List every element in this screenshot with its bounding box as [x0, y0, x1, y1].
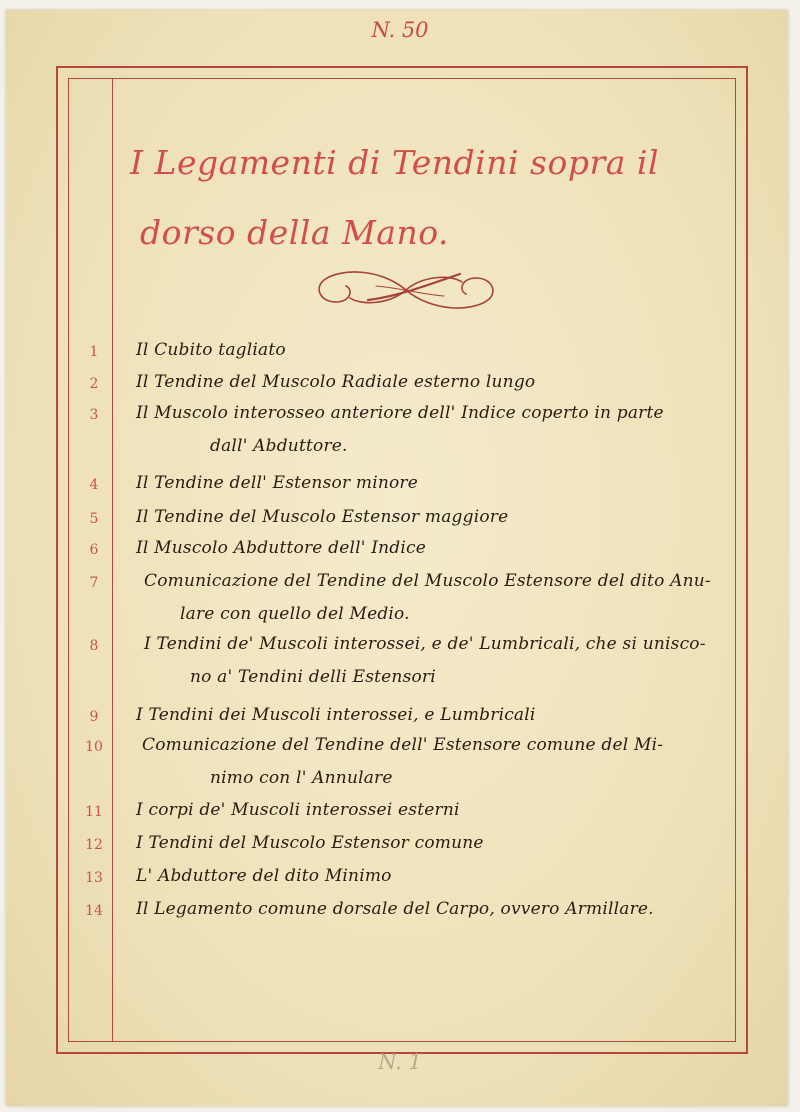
legend-text-continuation: dall' Abduttore.: [210, 436, 348, 456]
page-title: [130, 128, 710, 268]
legend-text: Il Tendine dell' Estensor minore: [136, 473, 419, 493]
legend-text: I Tendini de' Muscoli interossei, e de' Lumbricali, che si unisco-: [144, 634, 706, 654]
legend-text: Il Cubito tagliato: [136, 340, 286, 360]
legend-number: 10: [85, 739, 103, 755]
legend-text-continuation: no a' Tendini delli Estensori: [190, 667, 436, 687]
legend-number: 8: [89, 638, 99, 654]
legend-number: 3: [89, 407, 99, 423]
legend-text: Il Legamento comune dorsale del Carpo, ovvero Armillare.: [136, 899, 654, 919]
margin-rule: [112, 78, 113, 1042]
legend-number: 14: [85, 903, 103, 919]
legend-number: 5: [89, 511, 99, 527]
folio-number-top: N. 50: [371, 18, 429, 42]
legend-number: 12: [85, 837, 103, 853]
legend-number: 6: [89, 542, 99, 558]
legend-number: 1: [89, 344, 99, 360]
legend-text: I Tendini del Muscolo Estensor comune: [136, 833, 484, 853]
flourish-ornament: [310, 266, 502, 314]
folio-number-bottom: N. 1: [378, 1050, 422, 1074]
legend-text-continuation: nimo con l' Annulare: [210, 768, 393, 788]
legend-text: Il Tendine del Muscolo Radiale esterno lungo: [136, 372, 536, 392]
legend-text-continuation: lare con quello del Medio.: [180, 604, 410, 624]
legend-text: Il Muscolo interosseo anteriore dell' Indice coperto in parte: [136, 403, 664, 423]
legend-text: L' Abduttore del dito Minimo: [136, 866, 392, 886]
legend-text: Comunicazione del Tendine dell' Estensore comune del Mi-: [142, 735, 664, 755]
title-line-1: I Legamenti di Tendini sopra il: [130, 143, 659, 182]
legend-text: I corpi de' Muscoli interossei esterni: [136, 800, 460, 820]
legend-number: 13: [85, 870, 103, 886]
legend-number: 2: [89, 376, 99, 392]
legend-number: 4: [89, 477, 99, 493]
legend-number: 7: [89, 575, 99, 591]
legend-text: Il Tendine del Muscolo Estensor maggiore: [136, 507, 509, 527]
legend-text: I Tendini dei Muscoli interossei, e Lumbricali: [136, 705, 536, 725]
legend-text: Comunicazione del Tendine del Muscolo Estensore del dito Anu-: [144, 571, 711, 591]
legend-text: Il Muscolo Abduttore dell' Indice: [136, 538, 427, 558]
title-line-2: dorso della Mano.: [140, 213, 449, 252]
legend-number: 9: [89, 709, 99, 725]
legend-number: 11: [85, 804, 103, 820]
